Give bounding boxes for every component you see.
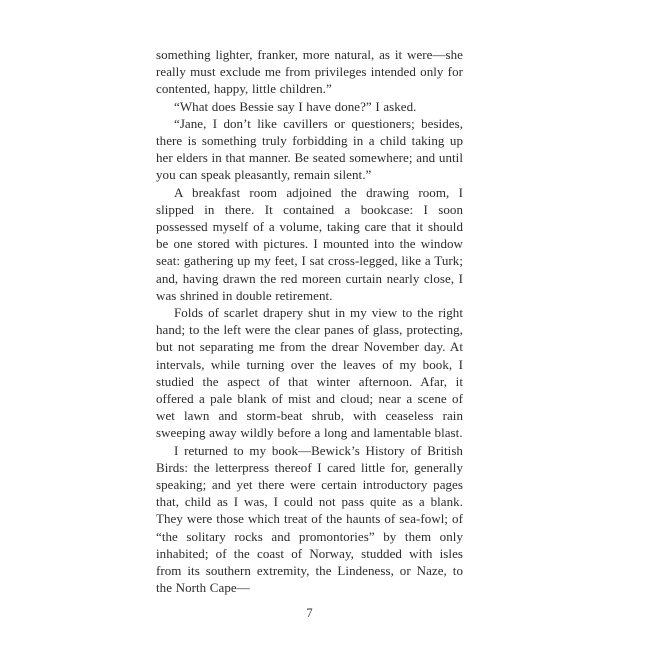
paragraph: “What does Bessie say I have done?” I asked. — [174, 98, 417, 114]
paragraph: I returned to my book—Bewick’s History of British Birds: the letterpress thereof I cared little for, generally speaking; and yet there were certain introductory pages that, child as I was, I could not pass quite as a blank. They were those which treat of the haunts of sea-fowl; of “the solitary rocks and promontories” by them only inhabited; of the coast of Norway, studded with isles from its southern extremity, the Lindeness, or Naze, to the North Cape— — [156, 442, 463, 596]
paragraph: “Jane, I don’t like cavillers or questioners; besides, there is something truly forbidding in a child taking up her elders in that manner. Be seated somewhere; and until you can speak pleasantly, remain silent.” — [156, 115, 463, 183]
text-block — [156, 46, 463, 621]
page-number: 7 — [306, 605, 313, 620]
paragraph: something lighter, franker, more natural, as it were—she really must exclude me from privileges intended only for contented, happy, little children.” — [156, 47, 463, 97]
paragraph: Folds of scarlet drapery shut in my view to the right hand; to the left were the clear panes of glass, protecting, but not separating me from the drear November day. At intervals, while turning over the leaves of my book, I studied the aspect of that winter afternoon. Afar, it offered a pale blank of mist and cloud; near a scene of wet lawn and storm-beat shrub, with ceaseless rain sweeping away wildly before a long and lamentable blast. — [156, 305, 463, 441]
paragraph: A breakfast room adjoined the drawing room, I slipped in there. It contained a bookcase: I soon possessed myself of a volume, taking care that it should be one stored with pictures. I mounted into the window seat: gathering up my feet, I sat cross-legged, like a Turk; and, having drawn the red moreen curtain nearly close, I was shrined in double retirement. — [156, 184, 463, 303]
